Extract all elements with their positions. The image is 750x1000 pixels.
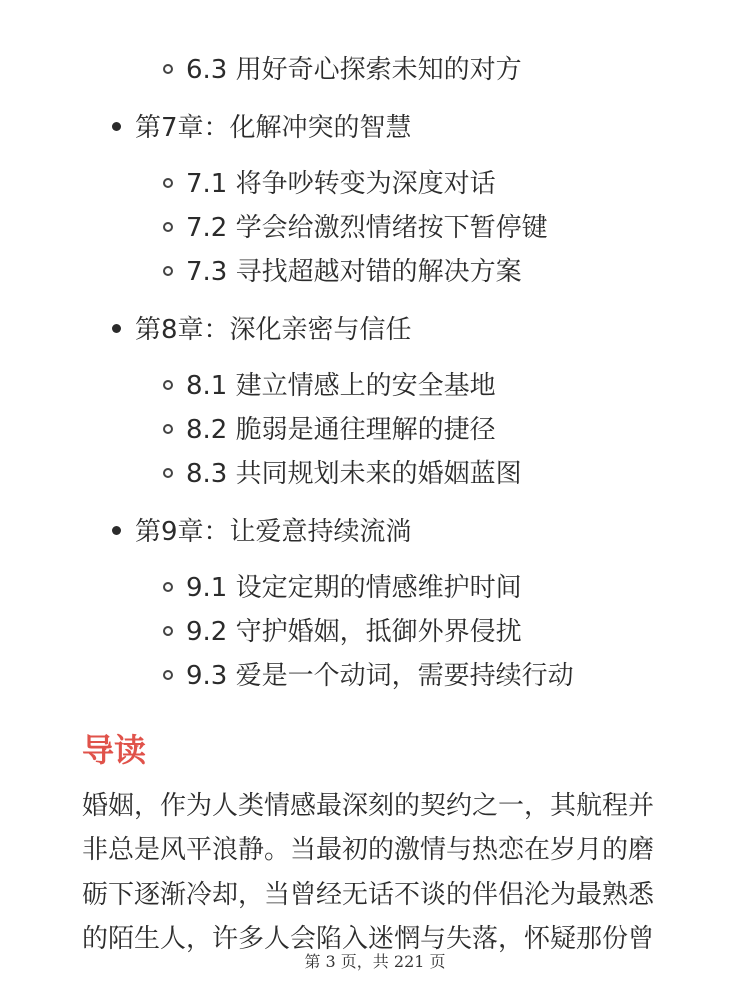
- circle-bullet-icon: [163, 266, 173, 276]
- toc-chapter-label: 第7章：化解冲突的智慧: [135, 113, 412, 143]
- toc-item-8-2[interactable]: [163, 410, 496, 450]
- toc-item-label: 9.3 爱是一个动词，需要持续行动: [186, 661, 574, 691]
- circle-bullet-icon: [163, 380, 173, 390]
- toc-chapter-9[interactable]: [112, 512, 412, 552]
- circle-bullet-icon: [163, 670, 173, 680]
- toc-item-label: 9.1 设定定期的情感维护时间: [186, 573, 522, 603]
- toc-chapter-label: 第9章：让爱意持续流淌: [135, 517, 412, 547]
- toc-item-label: 7.1 将争吵转变为深度对话: [186, 169, 496, 199]
- page-number-footer: 第 3 页，共 221 页: [304, 952, 446, 971]
- toc-item-label: 8.1 建立情感上的安全基地: [186, 371, 496, 401]
- circle-bullet-icon: [163, 178, 173, 188]
- disc-bullet-icon: [112, 324, 121, 333]
- paragraph-line: 非总是风平浪静。当最初的激情与热恋在岁月的磨: [82, 835, 655, 865]
- circle-bullet-icon: [163, 64, 173, 74]
- toc-item-label: 7.2 学会给激烈情绪按下暂停键: [186, 213, 548, 243]
- toc-chapter-8[interactable]: [112, 310, 412, 350]
- toc-chapter-7[interactable]: [112, 108, 412, 148]
- disc-bullet-icon: [112, 122, 121, 131]
- paragraph-line: 砺下逐渐冷却，当曾经无话不谈的伴侣沦为最熟悉: [82, 880, 655, 910]
- circle-bullet-icon: [163, 468, 173, 478]
- circle-bullet-icon: [163, 582, 173, 592]
- toc-item-label: 7.3 寻找超越对错的解决方案: [186, 257, 522, 287]
- toc-item-9-1[interactable]: [163, 568, 522, 608]
- disc-bullet-icon: [112, 526, 121, 535]
- section-heading: 导读: [82, 731, 147, 769]
- toc-item-7-2[interactable]: [163, 208, 548, 248]
- toc-item-6-3[interactable]: [163, 50, 522, 90]
- toc-item-label: 6.3 用好奇心探索未知的对方: [186, 55, 522, 85]
- toc-item-label: 8.2 脆弱是通往理解的捷径: [186, 415, 496, 445]
- toc-item-9-3[interactable]: [163, 656, 574, 696]
- toc-item-label: 9.2 守护婚姻，抵御外界侵扰: [186, 617, 522, 647]
- circle-bullet-icon: [163, 222, 173, 232]
- toc-item-label: 8.3 共同规划未来的婚姻蓝图: [186, 459, 522, 489]
- paragraph-line: 婚姻，作为人类情感最深刻的契约之一，其航程并: [82, 791, 655, 821]
- toc-item-9-2[interactable]: [163, 612, 522, 652]
- toc-item-8-1[interactable]: [163, 366, 496, 406]
- toc-item-7-3[interactable]: [163, 252, 522, 292]
- paragraph-line: 的陌生人，许多人会陷入迷惘与失落，怀疑那份曾: [82, 924, 655, 954]
- toc-chapter-label: 第8章：深化亲密与信任: [135, 315, 412, 345]
- circle-bullet-icon: [163, 424, 173, 434]
- toc-item-8-3[interactable]: [163, 454, 522, 494]
- toc-item-7-1[interactable]: [163, 164, 496, 204]
- circle-bullet-icon: [163, 626, 173, 636]
